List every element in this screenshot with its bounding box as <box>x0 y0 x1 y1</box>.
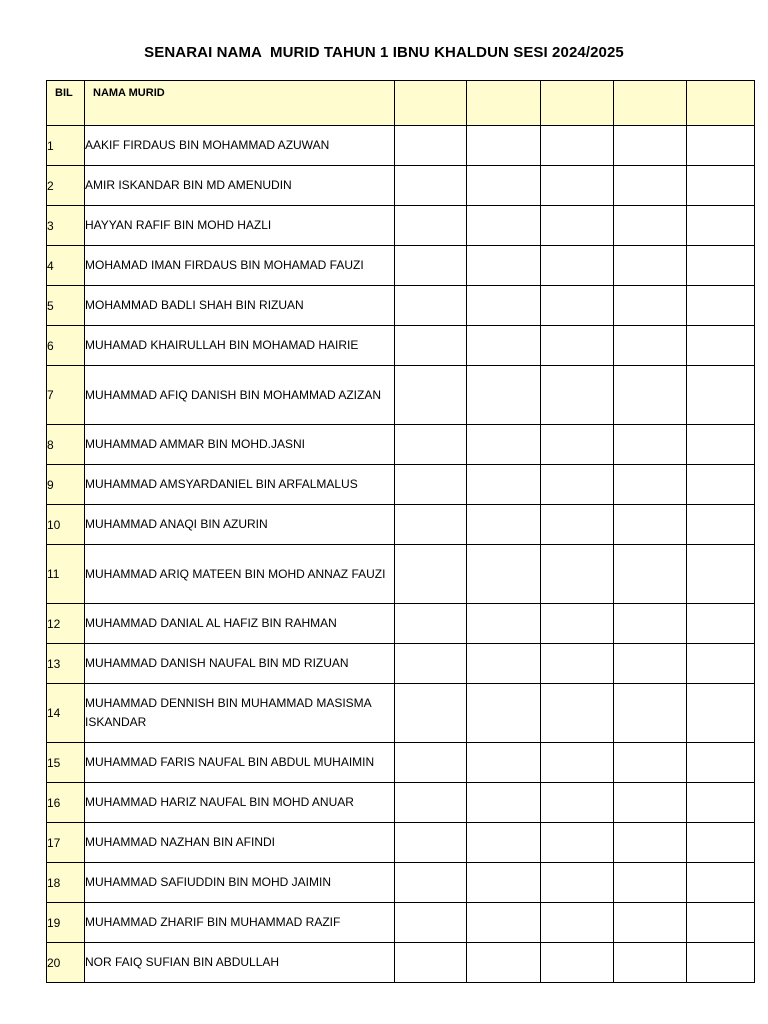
table-row <box>47 366 755 425</box>
blank-cell <box>614 505 687 545</box>
row-number: 10 <box>47 505 85 545</box>
blank-cell <box>687 465 755 505</box>
row-number: 18 <box>47 863 85 903</box>
blank-cell <box>614 326 687 366</box>
table-row <box>47 644 755 684</box>
row-number: 3 <box>47 206 85 246</box>
blank-cell <box>467 366 541 425</box>
blank-cell <box>467 743 541 783</box>
blank-cell <box>395 286 467 326</box>
blank-cell <box>395 126 467 166</box>
table-row <box>47 425 755 465</box>
student-name: AAKIF FIRDAUS BIN MOHAMMAD AZUWAN <box>85 126 395 166</box>
student-name: MUHAMMAD DANIAL AL HAFIZ BIN RAHMAN <box>85 604 395 644</box>
header-blank-column <box>614 81 687 126</box>
row-number: 16 <box>47 783 85 823</box>
student-name: MUHAMMAD HARIZ NAUFAL BIN MOHD ANUAR <box>85 783 395 823</box>
student-name: MUHAMMAD ARIQ MATEEN BIN MOHD ANNAZ FAUZI <box>85 545 395 604</box>
blank-cell <box>687 684 755 743</box>
row-number: 7 <box>47 366 85 425</box>
blank-cell <box>687 326 755 366</box>
table-row <box>47 863 755 903</box>
row-number: 8 <box>47 425 85 465</box>
blank-cell <box>614 246 687 286</box>
blank-cell <box>614 286 687 326</box>
blank-cell <box>467 903 541 943</box>
table-row <box>47 166 755 206</box>
table-row <box>47 545 755 604</box>
table-row <box>47 823 755 863</box>
blank-cell <box>467 425 541 465</box>
header-nama-murid: NAMA MURID <box>85 81 395 126</box>
blank-cell <box>614 863 687 903</box>
blank-cell <box>395 425 467 465</box>
blank-cell <box>614 545 687 604</box>
student-name: MOHAMAD IMAN FIRDAUS BIN MOHAMAD FAUZI <box>85 246 395 286</box>
row-number: 6 <box>47 326 85 366</box>
table-row <box>47 943 755 983</box>
blank-cell <box>541 206 614 246</box>
student-name: MUHAMMAD FARIS NAUFAL BIN ABDUL MUHAIMIN <box>85 743 395 783</box>
student-name: MUHAMMAD ANAQI BIN AZURIN <box>85 505 395 545</box>
blank-cell <box>541 823 614 863</box>
student-name: NOR FAIQ SUFIAN BIN ABDULLAH <box>85 943 395 983</box>
blank-cell <box>541 684 614 743</box>
blank-cell <box>395 684 467 743</box>
blank-cell <box>687 286 755 326</box>
student-list-table <box>46 80 755 983</box>
student-name: MUHAMMAD AMMAR BIN MOHD.JASNI <box>85 425 395 465</box>
student-name: MUHAMMAD DENNISH BIN MUHAMMAD MASISMA ISKANDAR <box>85 684 395 743</box>
student-name: MUHAMMAD SAFIUDDIN BIN MOHD JAIMIN <box>85 863 395 903</box>
blank-cell <box>541 326 614 366</box>
blank-cell <box>541 286 614 326</box>
blank-cell <box>467 863 541 903</box>
blank-cell <box>541 863 614 903</box>
blank-cell <box>467 505 541 545</box>
blank-cell <box>687 545 755 604</box>
row-number: 13 <box>47 644 85 684</box>
blank-cell <box>467 326 541 366</box>
blank-cell <box>541 743 614 783</box>
row-number: 2 <box>47 166 85 206</box>
table-row <box>47 505 755 545</box>
blank-cell <box>395 246 467 286</box>
header-blank-column <box>467 81 541 126</box>
row-number: 4 <box>47 246 85 286</box>
table-header-row <box>47 81 755 126</box>
blank-cell <box>614 465 687 505</box>
blank-cell <box>541 166 614 206</box>
blank-cell <box>467 465 541 505</box>
row-number: 20 <box>47 943 85 983</box>
blank-cell <box>467 545 541 604</box>
blank-cell <box>687 644 755 684</box>
blank-cell <box>395 823 467 863</box>
blank-cell <box>541 545 614 604</box>
table-row <box>47 903 755 943</box>
blank-cell <box>467 684 541 743</box>
blank-cell <box>395 604 467 644</box>
blank-cell <box>687 126 755 166</box>
table-row <box>47 286 755 326</box>
student-name: MUHAMMAD ZHARIF BIN MUHAMMAD RAZIF <box>85 903 395 943</box>
header-blank-column <box>687 81 755 126</box>
blank-cell <box>467 206 541 246</box>
blank-cell <box>467 286 541 326</box>
blank-cell <box>614 126 687 166</box>
blank-cell <box>687 743 755 783</box>
blank-cell <box>395 166 467 206</box>
student-name: HAYYAN RAFIF BIN MOHD HAZLI <box>85 206 395 246</box>
blank-cell <box>614 743 687 783</box>
blank-cell <box>395 943 467 983</box>
blank-cell <box>467 126 541 166</box>
blank-cell <box>687 505 755 545</box>
blank-cell <box>541 505 614 545</box>
blank-cell <box>687 166 755 206</box>
blank-cell <box>395 505 467 545</box>
table-row <box>47 783 755 823</box>
table-body <box>47 126 755 983</box>
row-number: 1 <box>47 126 85 166</box>
table-row <box>47 246 755 286</box>
blank-cell <box>541 366 614 425</box>
blank-cell <box>467 943 541 983</box>
row-number: 12 <box>47 604 85 644</box>
blank-cell <box>614 823 687 863</box>
blank-cell <box>687 783 755 823</box>
blank-cell <box>687 863 755 903</box>
blank-cell <box>541 425 614 465</box>
blank-cell <box>467 783 541 823</box>
student-name: MUHAMMAD AFIQ DANISH BIN MOHAMMAD AZIZAN <box>85 366 395 425</box>
table-row <box>47 126 755 166</box>
table-row <box>47 326 755 366</box>
blank-cell <box>395 465 467 505</box>
table-row <box>47 743 755 783</box>
blank-cell <box>395 903 467 943</box>
row-number: 17 <box>47 823 85 863</box>
student-name: MUHAMMAD NAZHAN BIN AFINDI <box>85 823 395 863</box>
blank-cell <box>614 903 687 943</box>
blank-cell <box>614 366 687 425</box>
student-name: MUHAMAD KHAIRULLAH BIN MOHAMAD HAIRIE <box>85 326 395 366</box>
blank-cell <box>687 366 755 425</box>
blank-cell <box>541 246 614 286</box>
header-bil: BIL <box>47 81 85 126</box>
blank-cell <box>614 783 687 823</box>
blank-cell <box>687 903 755 943</box>
blank-cell <box>687 604 755 644</box>
blank-cell <box>395 366 467 425</box>
blank-cell <box>687 425 755 465</box>
row-number: 5 <box>47 286 85 326</box>
blank-cell <box>395 863 467 903</box>
student-name: MUHAMMAD DANISH NAUFAL BIN MD RIZUAN <box>85 644 395 684</box>
blank-cell <box>467 644 541 684</box>
blank-cell <box>614 166 687 206</box>
blank-cell <box>395 326 467 366</box>
row-number: 9 <box>47 465 85 505</box>
blank-cell <box>467 166 541 206</box>
blank-cell <box>541 903 614 943</box>
blank-cell <box>687 943 755 983</box>
blank-cell <box>395 783 467 823</box>
header-blank-column <box>541 81 614 126</box>
blank-cell <box>541 644 614 684</box>
blank-cell <box>467 823 541 863</box>
blank-cell <box>614 425 687 465</box>
blank-cell <box>467 246 541 286</box>
blank-cell <box>687 206 755 246</box>
blank-cell <box>614 684 687 743</box>
blank-cell <box>395 545 467 604</box>
blank-cell <box>614 604 687 644</box>
table-row <box>47 465 755 505</box>
student-name: MOHAMMAD BADLI SHAH BIN RIZUAN <box>85 286 395 326</box>
header-blank-column <box>395 81 467 126</box>
row-number: 15 <box>47 743 85 783</box>
row-number: 19 <box>47 903 85 943</box>
blank-cell <box>395 644 467 684</box>
row-number: 14 <box>47 684 85 743</box>
blank-cell <box>687 246 755 286</box>
blank-cell <box>541 465 614 505</box>
blank-cell <box>395 743 467 783</box>
blank-cell <box>614 206 687 246</box>
blank-cell <box>541 126 614 166</box>
blank-cell <box>687 823 755 863</box>
page-title: SENARAI NAMA MURID TAHUN 1 IBNU KHALDUN SESI 2024/2025 <box>144 44 624 61</box>
row-number: 11 <box>47 545 85 604</box>
student-name: MUHAMMAD AMSYARDANIEL BIN ARFALMALUS <box>85 465 395 505</box>
blank-cell <box>395 206 467 246</box>
blank-cell <box>541 783 614 823</box>
table-row <box>47 604 755 644</box>
student-name: AMIR ISKANDAR BIN MD AMENUDIN <box>85 166 395 206</box>
blank-cell <box>541 943 614 983</box>
blank-cell <box>541 604 614 644</box>
blank-cell <box>614 644 687 684</box>
table-row <box>47 684 755 743</box>
blank-cell <box>614 943 687 983</box>
blank-cell <box>467 604 541 644</box>
table-row <box>47 206 755 246</box>
